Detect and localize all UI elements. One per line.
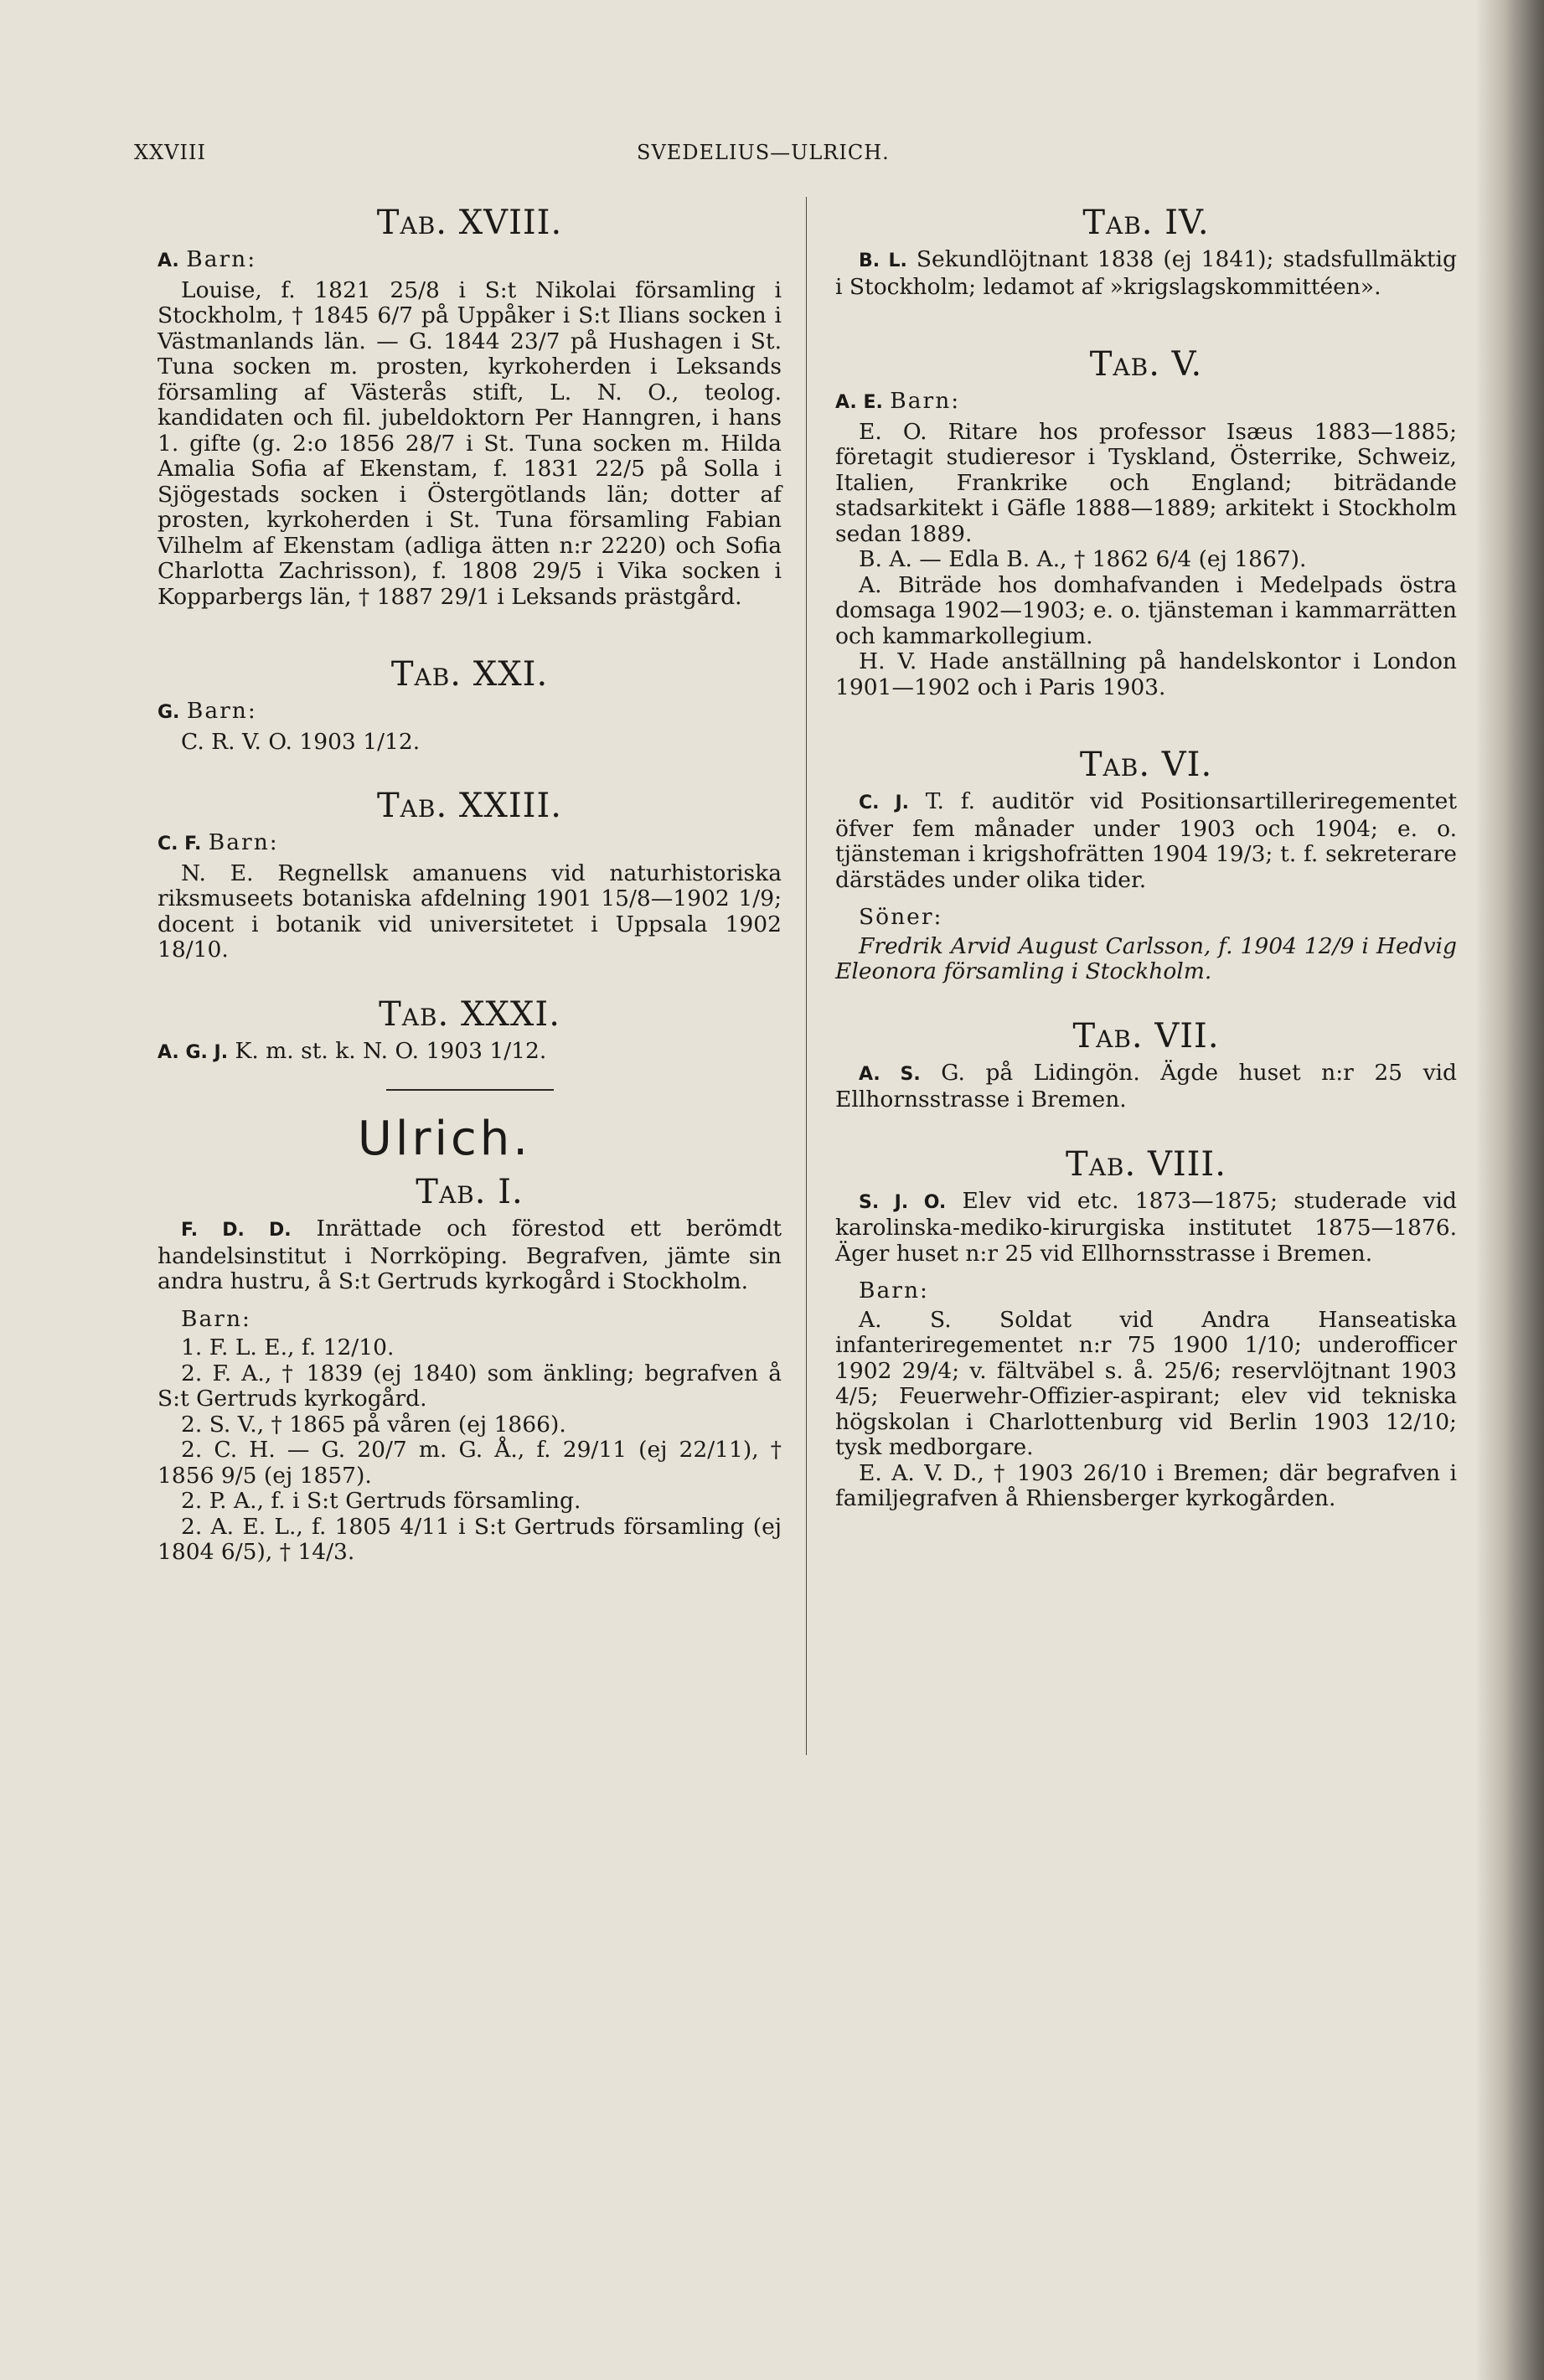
entry-code: A. S. — [859, 1063, 921, 1085]
tab-heading: Tab. I. — [416, 1173, 524, 1211]
entry-label — [157, 830, 782, 858]
child-entry: 1. F. L. E., f. 12/10. — [181, 1335, 395, 1360]
child-entry: E. A. V. D., † 1903 26/10 i Bremen; där begrafven i familjegrafven å Rhiensberger kyrkogården. — [835, 1459, 1457, 1511]
entry-text-row — [835, 1189, 1457, 1267]
tab-heading: Tab. VIII. — [1066, 1144, 1226, 1184]
children-label: Barn: — [186, 698, 257, 724]
entry-code: A. E. — [835, 392, 883, 413]
entry-text: G. på Lidingön. Ägde huset n:r 25 vid Ellhornsstrasse i Bremen. — [835, 1059, 1457, 1113]
child-entry: A. Biträde hos domhafvanden i Medelpads östra domsaga 1902—1903; e. o. tjänsteman i kammarrätten och kammarkollegium. — [835, 571, 1457, 649]
entry-text: Elev vid etc. 1873—1875; studerade vid karolinska-mediko-kirurgiska institutet 1875—1876. Äger huset n:r 25 vid Ellhornsstrasse i Bremen. — [835, 1187, 1457, 1267]
running-title: SVEDELIUS—ULRICH. — [637, 141, 890, 164]
sons-label-text: Söner: — [859, 904, 943, 930]
sons-label — [835, 905, 1457, 931]
entry-text-row — [157, 1039, 782, 1066]
entry-code: B. L. — [859, 250, 907, 271]
entry-text: Louise, f. 1821 25/8 i S:t Nikolai församling i Stockholm, † 1845 6/7 på Uppåker i S:t Ilians socken i Västmanlands län. — G. 1844 23/7 på Hushagen i St. Tuna socken m. prosten, kyrkoherden i Leksands församling af Västerås stift, L. N. O., teolog. kandidaten och fil. jubeldoktorn Per Hanngren, i hans 1. gifte (g. 2:o 1856 28/7 i St. Tuna socken m. Hilda Amalia Sofia af Ekenstam, f. 1831 22/5 på Solla i Sjögestads socken i Östergötlands län; dotter af prosten, kyrkoherden i St. Tuna församling Fabian Vilhelm af Ekenstam (adliga ätten n:r 2220) och Sofia Charlotta Zachrisson), f. 1808 29/5 i Vika socken i Kopparbergs län, † 1887 29/1 i Leksands prästgård. — [157, 276, 782, 610]
book-binding-edge — [1477, 0, 1544, 2380]
tab-heading: Tab. XXXI. — [379, 994, 560, 1034]
page-number: XXVIII — [134, 141, 206, 164]
entry-label — [835, 389, 1457, 416]
entry-text: C. R. V. O. 1903 1/12. — [181, 728, 421, 755]
children-label: Barn: — [208, 829, 279, 855]
tab-heading: Tab. XXI. — [390, 655, 549, 694]
children-label: Barn: — [186, 246, 257, 272]
entry-label — [157, 247, 782, 275]
entry-code: A. G. J. — [157, 1041, 229, 1063]
children-label-text: Barn: — [181, 1305, 251, 1332]
tab-heading: Tab. VI. — [1079, 746, 1213, 784]
child-entry: 2. S. V., † 1865 på våren (ej 1866). — [181, 1411, 566, 1438]
entry-text: Inrättade och förestod ett berömdt handelsinstitut i Norrköping. Begrafven, jämte sin andra hustru, å S:t Gertruds kyrkogård i Stockholm. — [157, 1216, 782, 1294]
tab-heading: Tab. VII. — [1072, 1016, 1220, 1056]
left-column — [157, 197, 782, 1566]
entry-code: F. D. D. — [181, 1220, 292, 1241]
child-entry: 2. F. A., † 1839 (ej 1840) som änkling; begrafven å S:t Gertruds kyrkogård. — [157, 1360, 782, 1412]
entry-text: T. f. auditör vid Positionsartilleriregementet öfver fem månader under 1903 och 1904; e. o. tjänsteman i krigshofrätten 1904 19/3; t. f. sekreterare därstädes under olika tider. — [835, 788, 1457, 893]
child-entry: B. A. — Edla B. A., † 1862 6/4 (ej 1867). — [859, 546, 1307, 572]
entry-label — [157, 699, 782, 726]
entry-code: A. — [157, 250, 179, 271]
column-divider — [806, 197, 807, 1755]
entry-code: S. J. O. — [859, 1191, 947, 1213]
child-entry: 2. A. E. L., f. 1805 4/11 i S:t Gertruds församling (ej 1804 6/5), † 14/3. — [157, 1513, 782, 1565]
tab-heading: Tab. XXIII. — [377, 787, 562, 825]
entry-text: K. m. st. k. N. O. 1903 1/12. — [235, 1037, 547, 1064]
entry-code: C. F. — [157, 834, 202, 854]
entry-text: Sekundlöjtnant 1838 (ej 1841); stadsfullmäktig i Stockholm; ledamot af »krigslagskommittéen». — [835, 246, 1457, 300]
child-entry: 2. P. A., f. i S:t Gertruds församling. — [181, 1488, 581, 1514]
tab-heading: Tab. V. — [1089, 345, 1203, 384]
entry-text-row — [157, 1216, 782, 1295]
child-entry: 2. C. H. — G. 20/7 m. G. Å., f. 29/11 (ej 22/11), † 1856 9/5 (ej 1857). — [157, 1437, 782, 1489]
children-label — [157, 1307, 782, 1333]
child-entry: H. V. Hade anställning på handelskontor i London 1901—1902 och i Paris 1903. — [835, 648, 1457, 700]
child-entry: E. O. Ritare hos professor Isæus 1883—1885; företagit studieresor i Tyskland, Österrike, Schweiz, Italien, Frankrike och England; biträdande stadsarkitekt i Gäfle 1888—1889; arkitekt i Stockholm sedan 1889. — [835, 418, 1457, 547]
entry-text-row — [835, 247, 1457, 300]
children-label-text: Barn: — [859, 1278, 929, 1304]
entry-code: C. J. — [859, 792, 910, 813]
section-separator — [386, 1089, 554, 1091]
tab-heading: Tab. XVIII. — [376, 204, 563, 242]
children-label — [835, 1278, 1457, 1304]
entry-text-row — [835, 789, 1457, 893]
entry-text: N. E. Regnellsk amanuens vid naturhistoriska riksmuseets botaniska afdelning 1901 15/8—1902 1/9; docent i botanik vid universitetet i Uppsala 1902 18/10. — [157, 860, 782, 963]
child-entry: Fredrik Arvid August Carlsson, f. 1904 12/9 i Hedvig Eleonora församling i Stockholm. — [835, 932, 1457, 984]
entry-code: G. — [157, 702, 180, 723]
family-name: Ulrich. — [357, 1112, 532, 1166]
child-entry: A. S. Soldat vid Andra Hanseatiska infanteriregementet n:r 75 1900 1/10; underofficer 1902 29/4; v. fältväbel s. å. 25/6; reservlöjtnant 1903 4/5; Feuerwehr-Offizier-aspirant; elev vid tekniska högskolan i Charlottenburg vid Berlin 1903 12/10; tysk medborgare. — [835, 1306, 1457, 1460]
entry-text-row — [835, 1061, 1457, 1113]
children-label: Barn: — [890, 388, 961, 414]
tab-heading: Tab. IV. — [1082, 204, 1210, 242]
right-column — [835, 197, 1457, 1512]
